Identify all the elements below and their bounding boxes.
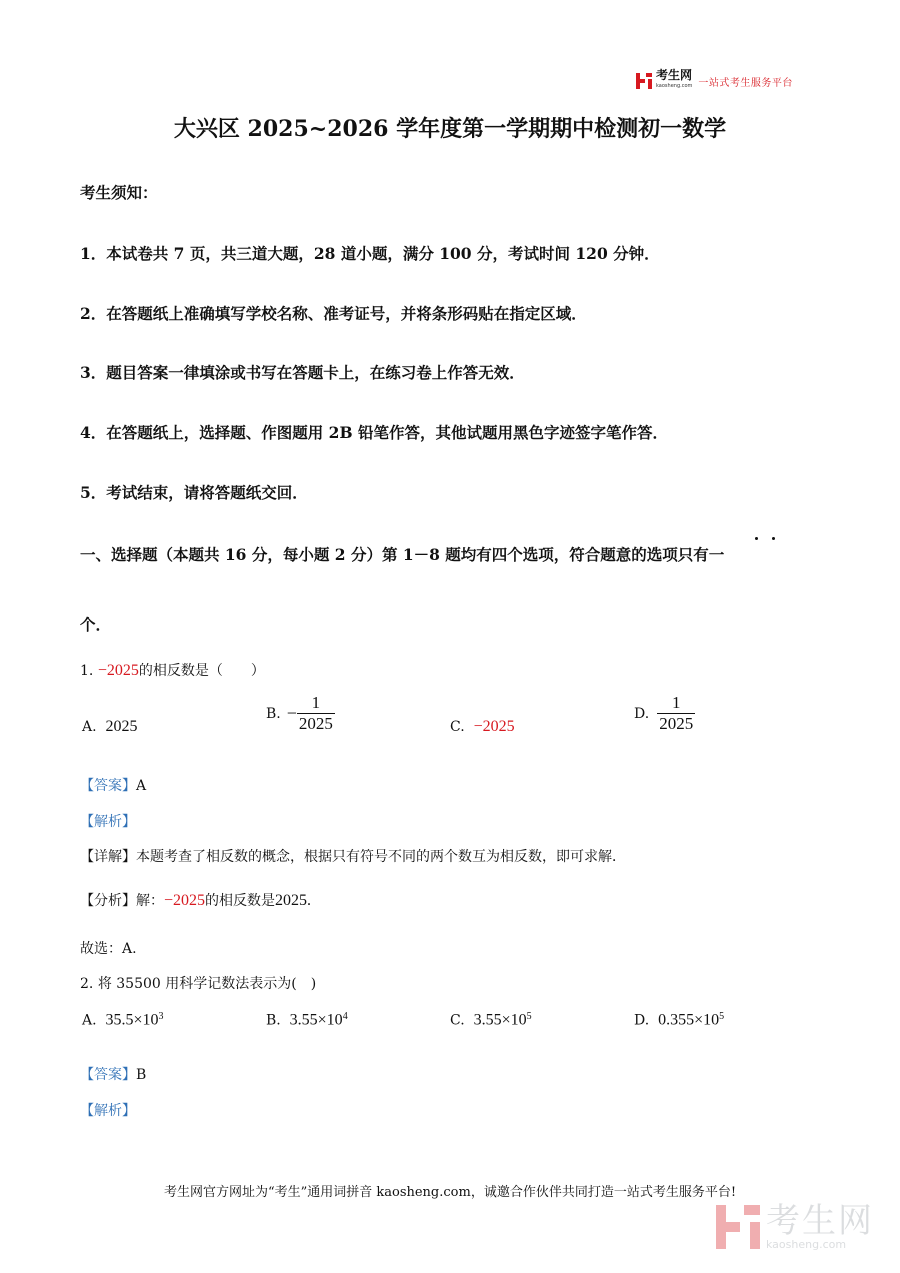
q1-option-d[interactable]: D. $\frac{1}{2025}$ — [634, 693, 694, 733]
q1-expression: −2025 — [97, 662, 139, 679]
notice-item-5: 5．考试结束，请将答题纸交回． — [80, 483, 308, 502]
q2-answer: 【答案】B — [80, 1067, 147, 1083]
question-1-stem: 1. −2025的相反数是（ ） — [80, 662, 265, 679]
q1-choose: 故选：A. — [80, 941, 137, 957]
q1-option-b-fraction: $\frac{1}{2025}$ — [298, 693, 333, 733]
watermark — [716, 1203, 874, 1251]
q1-fenxi: 【分析】解：−2025的相反数是2025. — [80, 892, 312, 909]
header-logo[interactable] — [636, 70, 793, 92]
q1-analysis-tag: 【解析】 — [80, 814, 136, 830]
q1-option-a[interactable]: A. 2025 — [82, 718, 138, 735]
watermark-logo-icon — [716, 1205, 760, 1249]
q2-option-a[interactable]: A. $35.5\times 10^3$ — [82, 1011, 164, 1029]
q2-option-b[interactable]: B. $3.55\times 10^4$ — [266, 1011, 348, 1029]
page-title: 大兴区 2025~2026 学年度第一学期期中检测初一数学 — [173, 116, 727, 142]
footer-note: 考生网官方网址为“考生”通用词拼音 kaosheng.com，诚邀合作伙伴共同打造一站式考生服务平台! — [163, 1185, 737, 1200]
notice-heading: 考生须知： — [80, 183, 158, 202]
logo-slogan: 一站式考生服务平台 — [698, 77, 793, 89]
notice-item-3: 3．题目答案一律填涂或书写在答题卡上，在练习卷上作答无效． — [80, 363, 525, 382]
logo-text: 考生网 kaosheng.com — [656, 68, 693, 89]
notice-item-2: 2．在答题纸上准确填写学校名称、准考证号，并将条形码贴在指定区域． — [80, 304, 587, 323]
q1-answer: 【答案】A — [80, 778, 147, 794]
q2-analysis-tag: 【解析】 — [80, 1103, 136, 1119]
kaosheng-logo-icon — [636, 73, 652, 89]
question-2-stem: 2. 将 35500 用科学记数法表示为( ) — [80, 976, 317, 992]
q2-option-d[interactable]: D. $0.355\times 10^5$ — [634, 1011, 725, 1029]
emphasis-dot — [755, 537, 758, 540]
section1-heading: 一、选择题（本题共 16 分，每小题 2 分）第 1－8 题均有四个选项，符合题意的选项只有一 — [80, 545, 725, 564]
q2-option-c[interactable]: C. $3.55\times 10^5$ — [450, 1011, 532, 1029]
notice-item-1: 1．本试卷共 7 页，共三道大题，28 道小题，满分 100 分，考试时间 120 分钟． — [80, 244, 660, 263]
q1-detail: 【详解】本题考查了相反数的概念，根据只有符号不同的两个数互为相反数，即可求解． — [80, 849, 626, 865]
notice-item-4: 4．在答题纸上，选择题、作图题用 2B 铅笔作答，其他试题用黑色字迹签字笔作答． — [80, 423, 668, 442]
watermark-text: 考生网 kaosheng.com — [766, 1201, 874, 1251]
emphasis-dot — [772, 537, 775, 540]
q1-option-d-fraction: $\frac{1}{2025}$ — [659, 693, 694, 733]
section1-heading-cont: 个． — [80, 615, 112, 634]
q1-option-b[interactable]: B. − $\frac{1}{2025}$ — [266, 693, 333, 733]
q1-option-c[interactable]: C. −2025 — [450, 718, 515, 735]
